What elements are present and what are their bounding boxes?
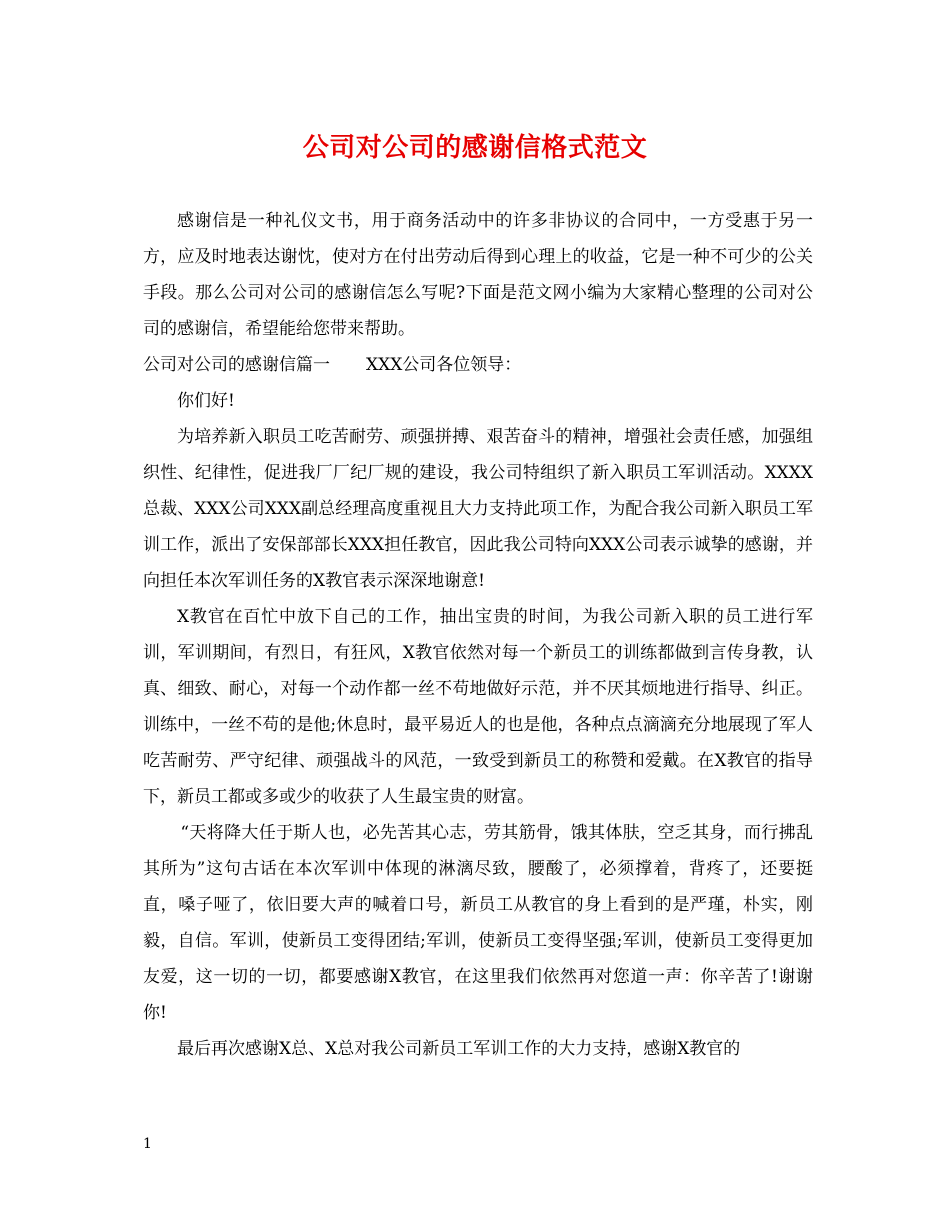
document-body <box>143 203 813 1067</box>
body-paragraph: “天将降大任于斯人也，必先苦其心志，劳其筋骨，饿其体肤，空乏其身，而行拂乱其所为”这句古话在本次军训中体现的淋漓尽致，腰酸了，必须撑着，背疼了，还要挺直，嗓子哑了，依旧要大声的喊着口号，新员工从教官的身上看到的是严瑾，朴实，刚毅，自信。军训，使新员工变得团结;军训，使新员工变得坚强;军训，使新员工变得更加友爱，这一切的一切，都要感谢X教官，在这里我们依然再对您道一声：你辛苦了!谢谢你! <box>143 823 813 1023</box>
page-number: 1 <box>143 1136 152 1152</box>
salutation: XXX公司各位领导： <box>366 355 522 375</box>
intro-paragraph: 感谢信是一种礼仪文书，用于商务活动中的许多非协议的合同中，一方受惠于另一方，应及时地表达谢忱，使对方在付出劳动后得到心理上的收益，它是一种不可少的公关手段。那么公司对公司的感谢信怎么写呢?下面是范文网小编为大家精心整理的公司对公司的感谢信，希望能给您带来帮助。 <box>143 211 813 339</box>
section-heading: 公司对公司的感谢信篇一 <box>143 355 330 375</box>
body-paragraph: X教官在百忙中放下自己的工作，抽出宝贵的时间，为我公司新入职的员工进行军训，军训期间，有烈日，有狂风，X教官依然对每一个新员工的训练都做到言传身教，认真、细致、耐心，对每一个动作都一丝不苟地做好示范，并不厌其烦地进行指导、纠正。训练中，一丝不苟的是他;休息时，最平易近人的也是他，各种点点滴滴充分地展现了军人吃苦耐劳、严守纪律、顽强战斗的风范，一致受到新员工的称赞和爱戴。在X教官的指导下，新员工都或多或少的收获了人生最宝贵的财富。 <box>143 607 813 807</box>
body-paragraph: 最后再次感谢X总、X总对我公司新员工军训工作的大力支持，感谢X教官的 <box>177 1039 741 1059</box>
body-paragraph: 为培养新入职员工吃苦耐劳、顽强拼搏、艰苦奋斗的精神，增强社会责任感，加强组织性、纪律性，促进我厂厂纪厂规的建设，我公司特组织了新入职员工军训活动。XXXX总裁、XXX公司XXX副总经理高度重视且大力支持此项工作，为配合我公司新入职员工军训工作，派出了安保部部长XXX担任教官，因此我公司特向XXX公司表示诚挚的感谢，并向担任本次军训任务的X教官表示深深地谢意! <box>143 427 813 591</box>
document-title: 公司对公司的感谢信格式范文 <box>302 133 648 163</box>
section-line <box>143 347 813 383</box>
greeting: 你们好! <box>177 391 235 411</box>
